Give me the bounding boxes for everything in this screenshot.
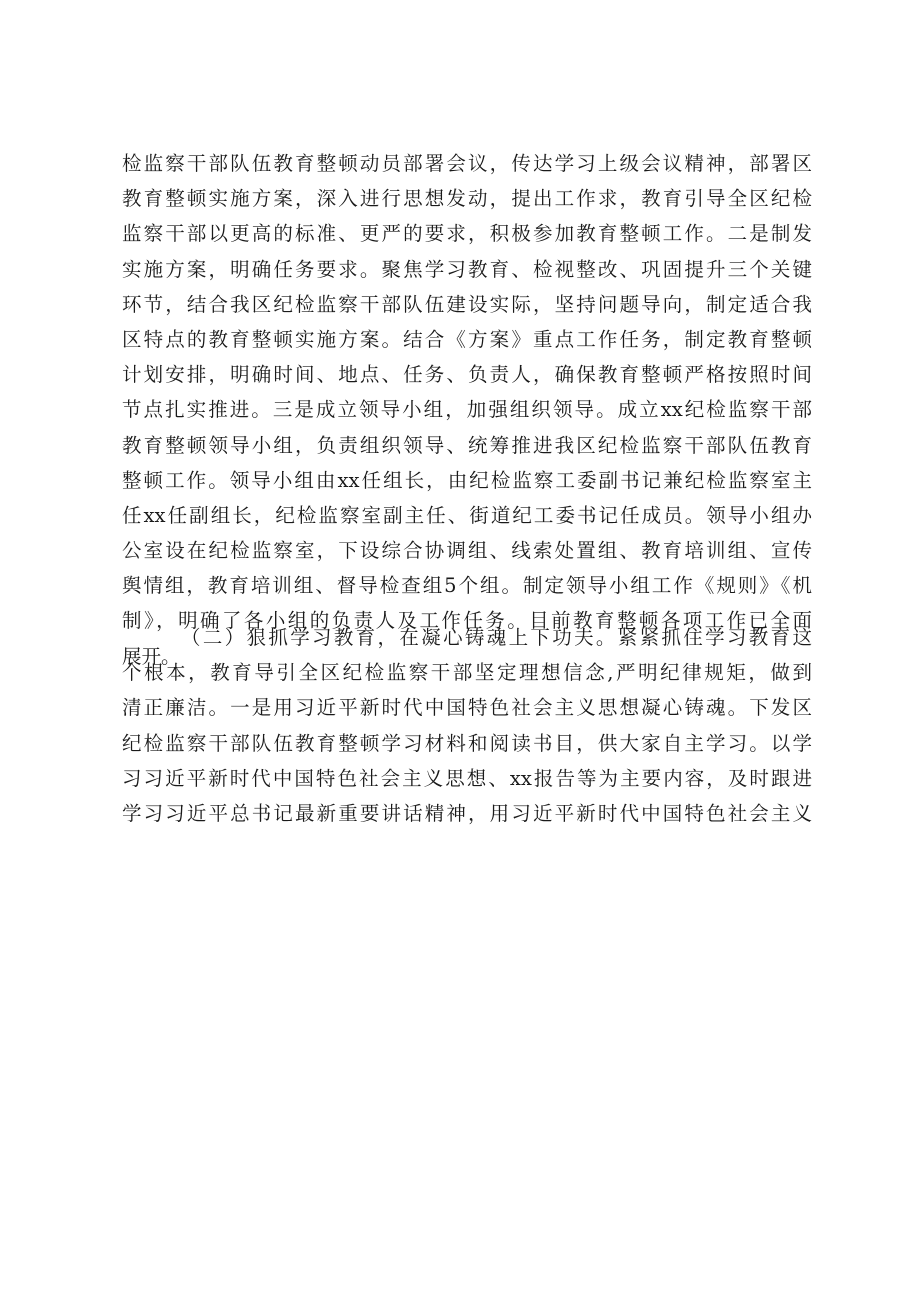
text-line: 教育整顿实施方案，深入进行思想发动，提出工作求，教育引导全区纪检 [122, 187, 812, 211]
text-line: 整顿工作。领导小组由xx任组长，由纪检监察工委副书记兼纪检监察室主 [122, 468, 812, 492]
text-line: 实施方案，明确任务要求。聚焦学习教育、检视整改、巩固提升三个关键 [122, 257, 812, 281]
text-line: 区特点的教育整顿实施方案。结合《方案》重点工作任务，制定教育整顿 [122, 327, 812, 351]
text-line: 制》，明确了各小组的负责人及工作任务。目前教育整顿各项工作已全面 [122, 609, 812, 633]
text-line: 展开。 [122, 644, 181, 668]
text-line: 教育整顿领导小组，负责组织领导、统筹推进我区纪检监察干部队伍教育 [122, 433, 812, 457]
text-line: 检监察干部队伍教育整顿动员部署会议，传达学习上级会议精神，部署区 [122, 152, 812, 175]
paragraph-1 [122, 146, 812, 674]
text-line: 公室设在纪检监察室，下设综合协调组、线索处置组、教育培训组、宣传 [122, 539, 812, 563]
text-line: 清正廉洁。一是用习近平新时代中国特色社会主义思想凝心铸魂。下发区 [122, 696, 812, 720]
text-line: 纪检监察干部队伍教育整顿学习材料和阅读书目，供大家自主学习。以学 [122, 731, 812, 755]
paragraph-2 [122, 620, 812, 831]
text-line: 节点扎实推进。三是成立领导小组，加强组织领导。成立xx纪检监察干部 [122, 398, 812, 422]
text-line: 舆情组，教育培训组、督导检查组5个组。制定领导小组工作《规则》《机 [122, 574, 812, 598]
section-heading-line: （二）狠抓学习教育，在凝心铸魂上下功夫。紧紧抓住学习教育这 [181, 626, 812, 649]
text-line: 习习近平新时代中国特色社会主义思想、xx报告等为主要内容，及时跟进 [122, 766, 812, 790]
text-line: 任xx任副组长，纪检监察室副主任、街道纪工委书记任成员。领导小组办 [122, 503, 812, 527]
text-line: 学习习近平总书记最新重要讲话精神，用习近平新时代中国特色社会主义 [122, 801, 812, 825]
text-line: 监察干部以更高的标准、更严的要求，积极参加教育整顿工作。二是制发 [122, 222, 812, 246]
text-line: 计划安排，明确时间、地点、任务、负责人，确保教育整顿严格按照时间 [122, 363, 812, 387]
text-line: 个根本，教育导引全区纪检监察干部坚定理想信念,严明纪律规矩，做到 [122, 661, 812, 685]
text-line: 环节，结合我区纪检监察干部队伍建设实际，坚持问题导向，制定适合我 [122, 292, 812, 316]
